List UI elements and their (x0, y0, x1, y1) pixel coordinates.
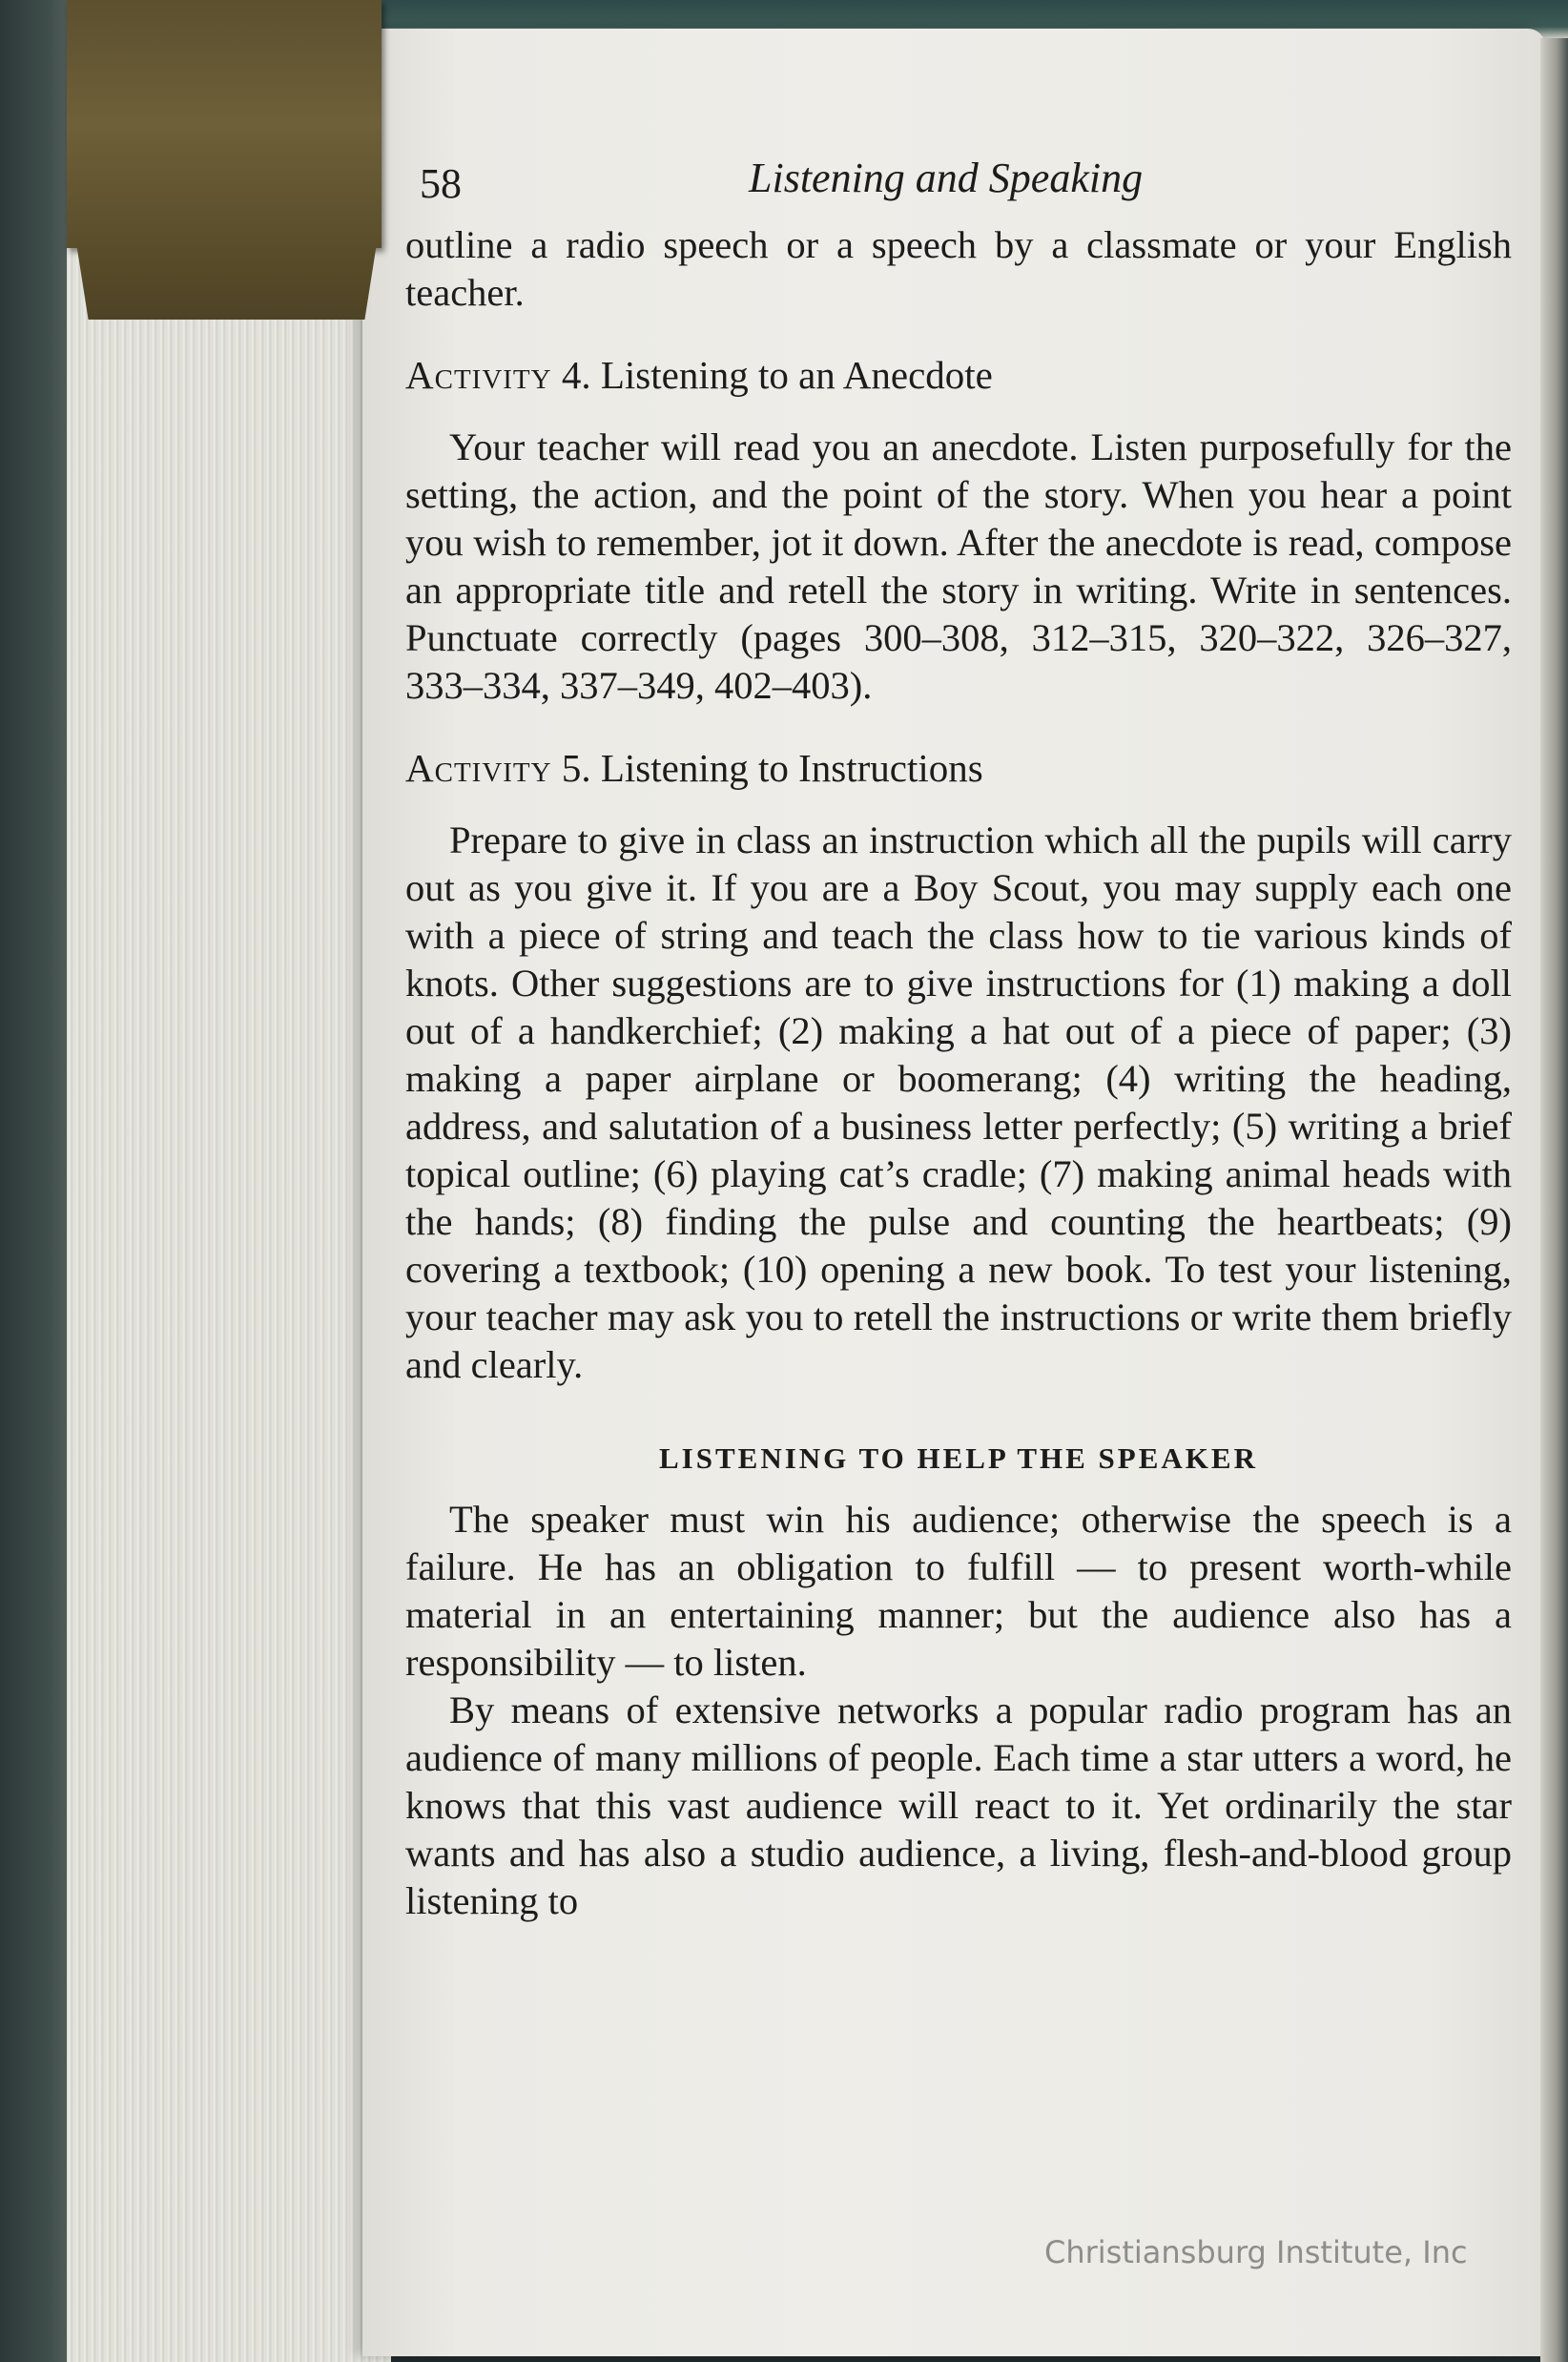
activity-4-title: Listening to an Anecdote (600, 353, 993, 397)
activity-4-label: Activity (405, 353, 552, 397)
activity-4-body: Your teacher will read you an anecdote. Listen purposefully for the setting, the action, and the point of the story. When you hear a point you wish to remember, jot it down. After the anecdote is read, compose an appropriate title and retell the story in writing. Write in sentences. Punctuate correctly (pages 300–308, 312–315, 320–322, 326–327, 333–334, 337–349, 402–403). (405, 425, 1512, 707)
page-content (405, 153, 1512, 1925)
section-paragraph-1: The speaker must win his audience; otherwise the speech is a failure. He has an obligation to fulfill — to present worth-while material in an entertaining manner; but the audience also has a responsibility — to listen. (405, 1498, 1512, 1684)
intro-paragraph: outline a radio speech or a speech by a classmate or your English teacher. (405, 223, 1512, 314)
activity-5-number: 5. (561, 746, 591, 790)
page-right-edge (1540, 38, 1568, 2362)
watermark: Christiansburg Institute, Inc (1044, 2234, 1468, 2270)
activity-5-title: Listening to Instructions (600, 746, 983, 790)
book-cover-edge (0, 0, 76, 2362)
section-paragraph-2: By means of extensive networks a popular radio program has an audience of many millions of people. Each time a star utters a word, he knows that this vast audience will react to it. Yet ordinarily the star wants and has also a studio audience, a living, flesh-and-blood group listening to (405, 1689, 1512, 1922)
bookmark-tab-flap (76, 243, 377, 320)
activity-5-heading (405, 744, 1512, 792)
page-stack-edges (67, 19, 391, 2362)
activity-4-heading (405, 351, 1512, 399)
page-number: 58 (420, 160, 462, 207)
activity-4-number: 4. (561, 353, 591, 397)
running-head: Listening and Speaking (749, 155, 1144, 201)
bookmark-tab (67, 0, 382, 248)
activity-5-label: Activity (405, 746, 552, 790)
page-header (405, 153, 1512, 221)
section-heading: LISTENING TO HELP THE SPEAKER (659, 1441, 1258, 1475)
activity-5-body: Prepare to give in class an instruction which all the pupils will carry out as you give it. If you are a Boy Scout, you may supply each one with a piece of string and teach the class how to tie various kinds of knots. Other suggestions are to give instructions for (1) making a doll out of a handkerchief; (2) making a hat out of a piece of paper; (3) making a paper airplane or boomerang; (4) writing the heading, address, and salutation of a business letter perfectly; (5) writing a brief topical outline; (6) playing cat’s cradle; (7) making animal heads with the hands; (8) finding the pulse and counting the heartbeats; (9) covering a textbook; (10) opening a new book. To test your listening, your teacher may ask you to retell the instructions or write them briefly and clearly. (405, 818, 1512, 1386)
